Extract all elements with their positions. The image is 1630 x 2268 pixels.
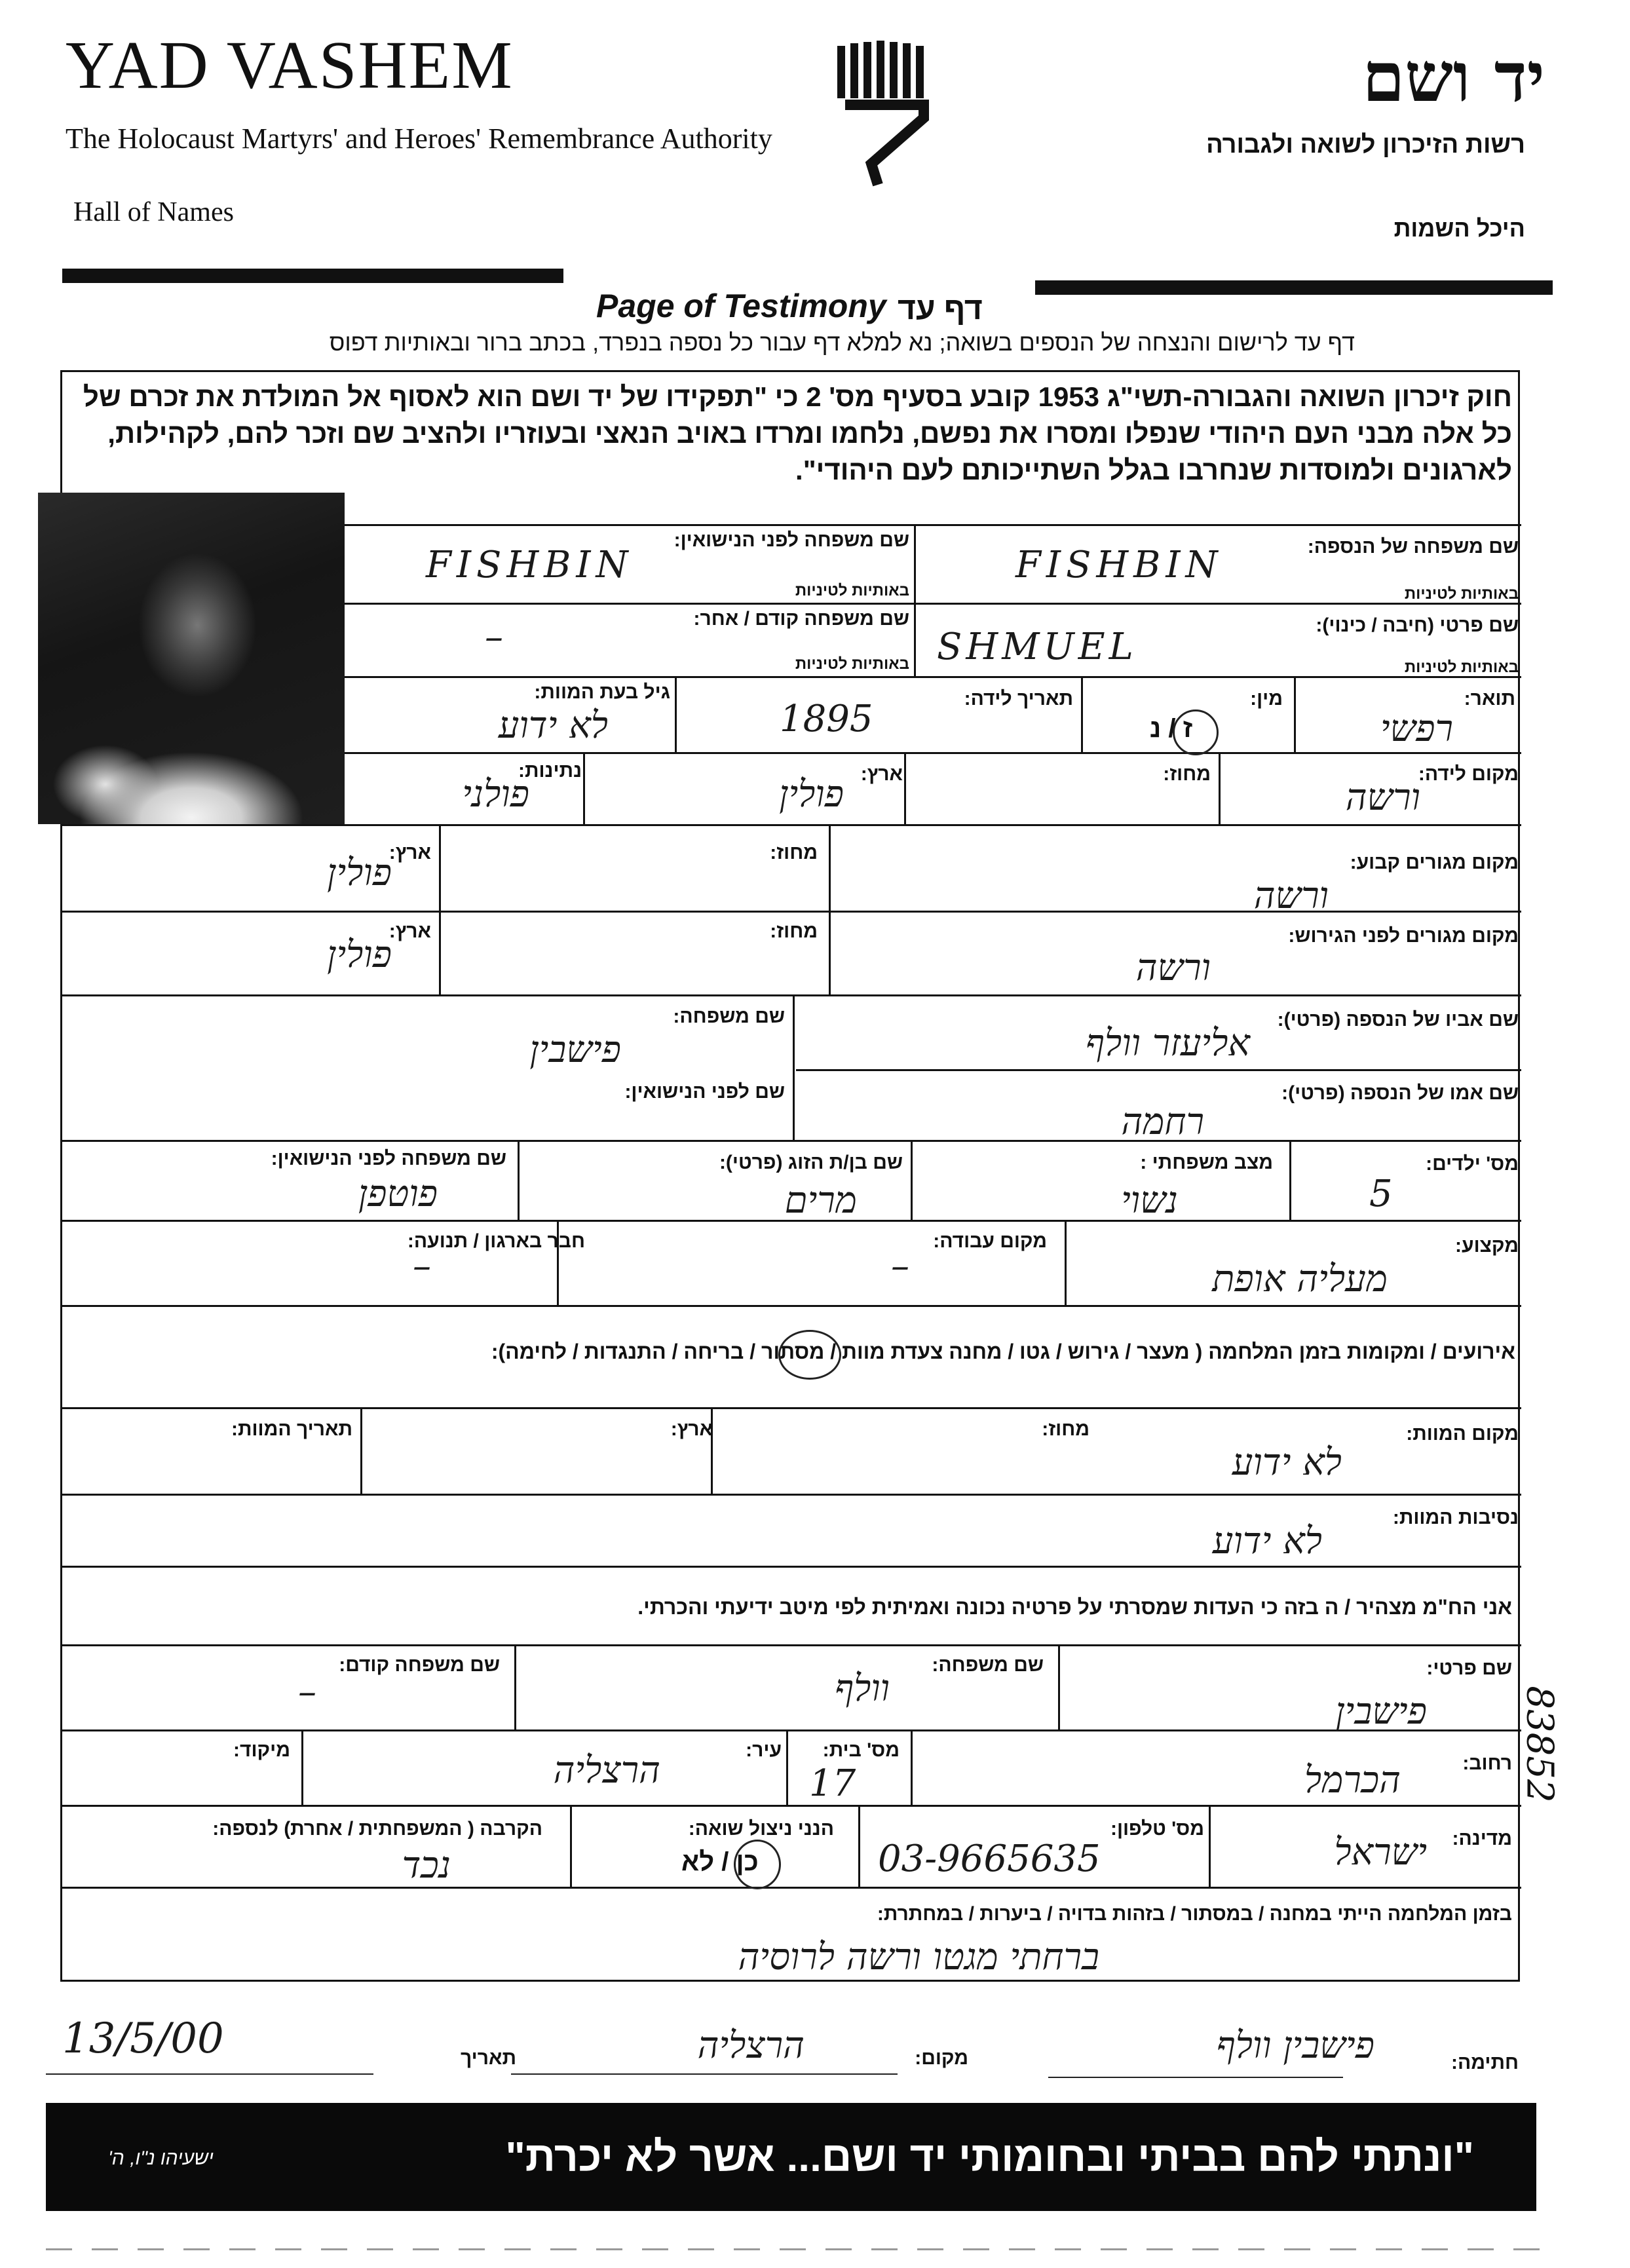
residence-before-deport-label: מקום מגורים לפני הגירוש: xyxy=(1288,925,1519,947)
profession-value[interactable]: מעליה אופת xyxy=(1212,1258,1388,1300)
father-name-value[interactable]: אליעזר וולף xyxy=(1086,1022,1250,1065)
nationality-label: נתינות: xyxy=(518,760,582,782)
row-line xyxy=(60,994,1521,996)
row-line xyxy=(60,1566,1521,1568)
hall-of-names-en: Hall of Names xyxy=(73,197,234,227)
menorah-logo-icon xyxy=(832,39,937,190)
footer-quote: "ונתתי להם בביתי ובחומותי יד ושם... אשר לא יכרת" xyxy=(505,2133,1474,2180)
date-value[interactable]: 13/5/00 xyxy=(62,2014,224,2063)
death-circumstances-label: נסיבות המוות: xyxy=(1392,1507,1519,1528)
marital-status-label: מצב משפחתי : xyxy=(1140,1152,1273,1173)
form-instruction: דף עד לרישום והנצחה של הנספים בשואה; נא למלא דף עבור כל נספה בנפרד, בכתב ברור ובאותיות דפוס xyxy=(329,329,1355,356)
death-place-value[interactable]: לא ידוע xyxy=(1232,1441,1342,1484)
gender-circle xyxy=(1173,709,1219,755)
spouse-maiden-value[interactable]: פוטפן xyxy=(358,1173,438,1215)
during-war-value[interactable]: ברחתי מגטו ורשה לרוסיה xyxy=(738,1936,1099,1978)
hall-of-names-he: היכל השמות xyxy=(1393,215,1525,242)
deport-country-label: ארץ: xyxy=(389,920,431,942)
age-at-death-value[interactable]: לא ידוע xyxy=(498,704,608,747)
col-line xyxy=(786,1729,788,1805)
col-line xyxy=(911,1729,913,1805)
permanent-residence-value[interactable]: ורשה xyxy=(1253,875,1329,917)
col-line xyxy=(914,524,916,676)
row-line xyxy=(345,603,1521,605)
profession-label: מקצוע: xyxy=(1455,1235,1519,1257)
scan-edge xyxy=(46,2248,1553,2250)
street-label: רחוב: xyxy=(1462,1752,1512,1774)
sub-first-name-label: שם פרטי: xyxy=(1426,1657,1512,1679)
side-archive-number xyxy=(1513,1657,1559,1828)
state-value[interactable]: ישראל xyxy=(1334,1831,1427,1874)
footer-source: ישעיהו נ"ו, ה' xyxy=(108,2147,214,2169)
page-title-he: דף עד xyxy=(898,292,983,326)
state-label: מדינה: xyxy=(1452,1828,1512,1849)
col-line xyxy=(1289,1140,1291,1220)
col-line xyxy=(514,1644,516,1729)
mother-name-label: שם אמו של הנספה (פרטי): xyxy=(1281,1082,1519,1104)
sub-first-name-value[interactable]: פישבין xyxy=(1335,1690,1427,1733)
during-war-label: בזמן המלחמה הייתי במחנה / במסתור / בזהות בדויה / ביערות / במחתרת: xyxy=(877,1903,1512,1925)
sub-prev-surname-label: שם משפחה קודם: xyxy=(339,1654,500,1676)
gender-label: מין: xyxy=(1250,688,1283,709)
col-line xyxy=(904,752,906,824)
footer-banner xyxy=(46,2103,1536,2211)
date-line xyxy=(46,2073,373,2075)
perm-country-value[interactable]: פולין xyxy=(327,852,392,894)
prev-surname-value[interactable]: – xyxy=(485,616,503,658)
perm-country-label: ארץ: xyxy=(389,842,431,863)
father-name-label: שם אביו של הנספה (פרטי): xyxy=(1277,1009,1519,1030)
residence-before-deport-value[interactable]: ורשה xyxy=(1135,947,1211,989)
father-family-label: שם משפחה: xyxy=(673,1006,785,1027)
permanent-residence-label: מקום מגורים קבוע: xyxy=(1350,852,1519,873)
house-no-label: מס' בית: xyxy=(822,1739,900,1761)
date-label: תאריך xyxy=(460,2047,516,2069)
sub-surname-label: שם משפחה: xyxy=(932,1654,1044,1676)
col-line xyxy=(1058,1644,1060,1729)
row-line xyxy=(60,1805,1521,1807)
organization-label: חבר בארגון / תנועה: xyxy=(407,1230,585,1252)
col-line xyxy=(518,1140,520,1220)
col-line xyxy=(793,994,795,1140)
victim-surname-label: שם משפחה של הנספה: xyxy=(1307,536,1519,558)
title-bar-right xyxy=(1035,280,1553,295)
sub-prev-surname-value[interactable]: – xyxy=(298,1671,316,1713)
col-line xyxy=(439,824,441,994)
relation-label: הקרבה ( המשפחתית / אחרת) לנספה: xyxy=(212,1818,542,1840)
signature-value[interactable]: פישבין וולף xyxy=(1216,2024,1374,2067)
latin-letters-note: באותיות לטיניות xyxy=(795,655,909,673)
col-line xyxy=(1065,1220,1067,1305)
victim-photo xyxy=(38,493,345,824)
age-at-death-label: גיל בעת המוות: xyxy=(534,681,670,703)
row-line xyxy=(345,676,1521,678)
birth-date-label: תאריך לידה: xyxy=(964,688,1073,709)
spouse-maiden-label: שם משפחה לפני הנישואין: xyxy=(271,1148,506,1169)
law-text-line-2: כל אלה מבני העם היהודי שנפלו ומסרו את נפשם, נלחמו ומרדו באויב הנאצי ובעוזריו ולהציב שם וזכר להם, לקהילות, xyxy=(107,418,1512,449)
col-line xyxy=(1081,676,1083,752)
row-line xyxy=(345,752,1521,754)
row-line xyxy=(796,1069,1521,1071)
workplace-value[interactable]: – xyxy=(891,1245,909,1287)
wartime-events-label: אירועים / ומקומות בזמן המלחמה ( מעצר / גירוש / גטו / מחנה צעדת מוות / מסתור / בריחה / התנגדות / לחימה): xyxy=(491,1340,1515,1363)
declaration-text: אני הח"מ מצהיר / ה בזה כי העדות שמסרתי על פרטיה נכונה ואמיתית לפי מיטב ידיעתי והכרתי. xyxy=(637,1595,1512,1619)
first-name-value[interactable]: SHMUEL xyxy=(937,626,1137,668)
victim-surname-value[interactable]: FISHBIN xyxy=(1015,544,1223,586)
gender-options-text: ז / נ xyxy=(1150,714,1193,743)
place-label: מקום: xyxy=(915,2047,968,2069)
nationality-value[interactable]: פולני xyxy=(462,773,529,816)
row-line xyxy=(60,1140,1521,1142)
col-line xyxy=(1219,752,1221,824)
marital-status-value[interactable]: נשוי xyxy=(1121,1179,1178,1222)
city-label: עיר: xyxy=(746,1739,782,1761)
authority-name-he: רשות הזיכרון לשואה ולגבורה xyxy=(1206,131,1525,159)
prev-surname-label: שם משפחה קודם / אחר: xyxy=(693,608,909,630)
death-country-label: ארץ: xyxy=(670,1418,713,1440)
authority-name-en: The Holocaust Martyrs' and Heroes' Remembrance Authority xyxy=(66,123,772,155)
latin-letters-note: באותיות לטיניות xyxy=(795,582,909,599)
birth-country-value[interactable]: פולין xyxy=(779,773,844,816)
workplace-label: מקום עבודה: xyxy=(933,1230,1047,1252)
sub-surname-value[interactable]: וולף xyxy=(835,1667,890,1710)
title-bar-left xyxy=(62,269,563,283)
phone-label: מס' טלפון: xyxy=(1110,1818,1204,1840)
birth-date-value[interactable]: 1895 xyxy=(780,698,873,740)
place-value[interactable]: הרצליה xyxy=(697,2024,805,2067)
col-line xyxy=(1209,1805,1211,1887)
father-family-value[interactable]: פישבין xyxy=(529,1029,621,1071)
col-line xyxy=(360,1407,362,1494)
birth-place-value[interactable]: ורשה xyxy=(1345,776,1420,819)
page-title-en: Page of Testimony xyxy=(596,288,886,324)
side-archive-number-text: 83852 xyxy=(1518,1686,1561,1803)
row-line xyxy=(60,1305,1521,1307)
row-line xyxy=(60,1494,1521,1496)
mother-name-value[interactable]: רחמה xyxy=(1121,1101,1204,1143)
perm-district-label: מחוז: xyxy=(770,842,818,863)
latin-letters-note: באותיות לטיניות xyxy=(1404,658,1519,676)
zip-label: מיקוד: xyxy=(233,1739,290,1761)
title-value[interactable]: רפשי xyxy=(1380,708,1453,750)
wartime-circle xyxy=(778,1330,841,1380)
death-circumstances-value[interactable]: לא ידוע xyxy=(1212,1520,1322,1562)
maiden-name-label: שם משפחה לפני הנישואין: xyxy=(673,529,909,551)
signature-line xyxy=(1048,2077,1343,2078)
spouse-name-label: שם בן/ת הזוג (פרטי): xyxy=(719,1152,903,1173)
death-place-label: מקום המוות: xyxy=(1406,1423,1519,1445)
col-line xyxy=(911,1140,913,1220)
col-line xyxy=(829,824,831,994)
col-line xyxy=(583,752,585,824)
organization-value[interactable]: – xyxy=(413,1245,431,1287)
signature-label: חתימה: xyxy=(1450,2052,1519,2073)
row-line xyxy=(60,1729,1521,1731)
mother-maiden-label: שם לפני הנישואין: xyxy=(624,1081,785,1103)
row-line xyxy=(345,524,1521,526)
children-value[interactable]: 5 xyxy=(1369,1173,1393,1215)
spouse-name-value[interactable]: מרים xyxy=(784,1179,857,1222)
law-text-line-1: חוק זיכרון השואה והגבורה-תשי"ג 1953 קובע בסעיף מס' 2 כי "תפקידו של יד ושם הוא לאסוף אל המולדת את זכרם של xyxy=(83,381,1512,412)
maiden-name-value[interactable]: FISHBIN xyxy=(426,544,634,586)
survivor-label: הנני ניצול שואה: xyxy=(688,1818,834,1840)
col-line xyxy=(1294,676,1296,752)
org-name-he: יד ושם xyxy=(1362,37,1545,117)
children-label: מס' ילדים: xyxy=(1426,1153,1519,1175)
city-value[interactable]: הרצליה xyxy=(553,1749,660,1792)
law-text-line-3: לארגונים ולמוסדות שנחרבו בגלל השתייכותם לעם היהודי". xyxy=(795,455,1512,485)
street-value[interactable]: הכרמל xyxy=(1304,1759,1401,1802)
birth-country-label: ארץ: xyxy=(860,763,903,785)
deport-district-label: מחוז: xyxy=(770,920,818,942)
place-line xyxy=(511,2073,898,2075)
row-line xyxy=(60,1407,1521,1409)
relation-value[interactable]: נכד xyxy=(402,1844,451,1887)
house-no-value[interactable]: 17 xyxy=(809,1762,856,1805)
survivor-options-text: כן / לא xyxy=(681,1847,759,1876)
col-line xyxy=(301,1729,303,1805)
survivor-circle xyxy=(734,1840,781,1889)
col-line xyxy=(675,676,677,752)
row-line xyxy=(60,1644,1521,1646)
death-district-label: מחוז: xyxy=(1042,1418,1090,1440)
first-name-label: שם פרטי (חיבה / כינוי): xyxy=(1316,614,1519,636)
col-line xyxy=(858,1805,860,1887)
org-name-en: YAD VASHEM xyxy=(66,28,514,103)
row-line xyxy=(60,1887,1521,1889)
row-line xyxy=(60,824,1521,826)
death-date-label: תאריך המוות: xyxy=(231,1418,352,1440)
birth-district-label: מחוז: xyxy=(1163,763,1211,785)
col-line xyxy=(570,1805,572,1887)
latin-letters-note: באותיות לטיניות xyxy=(1404,585,1519,603)
title-label: תואר: xyxy=(1464,688,1515,709)
deport-country-value[interactable]: פולין xyxy=(327,934,392,976)
phone-value[interactable]: 03-9665635 xyxy=(878,1838,1101,1880)
birth-place-label: מקום לידה: xyxy=(1418,763,1519,785)
